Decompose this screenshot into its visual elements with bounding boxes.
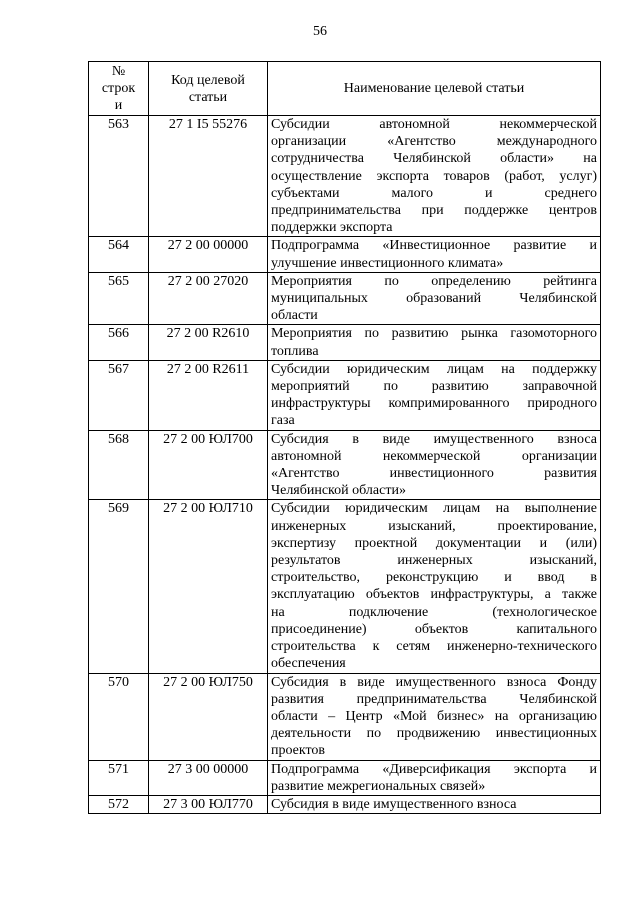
row-number: 570 (89, 673, 149, 760)
header-name: Наименование целевой статьи (268, 62, 601, 116)
header-number-line: № (111, 64, 126, 79)
table-row (89, 673, 601, 760)
row-number: 569 (89, 500, 149, 673)
row-name (268, 360, 601, 430)
row-name (268, 430, 601, 500)
header-number-line: и (114, 98, 123, 113)
row-name (268, 760, 601, 795)
row-code: 27 3 00 00000 (149, 760, 268, 795)
table-row (89, 430, 601, 500)
table-body (89, 116, 601, 814)
table-row (89, 116, 601, 237)
row-number: 564 (89, 237, 149, 272)
header-code (149, 62, 268, 116)
row-name-line: результатов инженерных изысканий, (271, 553, 597, 569)
row-name-line: области – Центр «Мой бизнес» на организацию (271, 708, 597, 724)
row-code: 27 2 00 R2610 (149, 325, 268, 360)
row-code: 27 2 00 ЮЛ710 (149, 500, 268, 673)
table-row (89, 272, 601, 325)
row-name-line: строительства к сетям инженерно-технического (271, 639, 597, 655)
header-number-line: строк (101, 81, 136, 96)
row-code: 27 1 I5 55276 (149, 116, 268, 237)
row-name (268, 795, 601, 813)
table-row (89, 325, 601, 360)
row-code: 27 3 00 ЮЛ770 (149, 795, 268, 813)
row-name-line: развития предпринимательства Челябинской (271, 691, 597, 707)
row-name-line: мероприятий по развитию заправочной (271, 379, 597, 395)
row-code: 27 2 00 ЮЛ750 (149, 673, 268, 760)
table-row (89, 795, 601, 813)
row-name (268, 325, 601, 360)
row-name-line: экспертизу проектной документации и (или) (271, 535, 597, 551)
row-number: 571 (89, 760, 149, 795)
row-name-line: Челябинской области» (271, 483, 406, 499)
row-number: 568 (89, 430, 149, 500)
row-name-line: организации «Агентство международного (271, 134, 597, 150)
row-name-line: Субсидия в виде имущественного взноса (271, 431, 597, 447)
table-row (89, 360, 601, 430)
table-row (89, 760, 601, 795)
table-row (89, 237, 601, 272)
table-header (89, 62, 601, 116)
row-name (268, 272, 601, 325)
row-name-line: деятельности по продвижению инвестиционных (271, 726, 597, 742)
row-name-line: сотрудничества Челябинской области» на (271, 151, 597, 167)
row-name-line: Мероприятия по развитию рынка газомоторного (271, 326, 597, 342)
row-name-line: на подключение (технологическое (271, 604, 597, 620)
row-name-line: Мероприятия по определению рейтинга (271, 273, 597, 289)
row-name-line: обеспечения (271, 656, 346, 672)
row-name-line: эксплуатацию объектов инфраструктуры, а также (271, 587, 597, 603)
row-code: 27 2 00 R2611 (149, 360, 268, 430)
row-name-line: топлива (271, 343, 319, 359)
row-name (268, 116, 601, 237)
row-name (268, 500, 601, 673)
row-name-line: газа (271, 413, 295, 429)
row-name-line: инфраструктуры компримированного природного (271, 396, 597, 412)
row-name-line: муниципальных образований Челябинской (271, 291, 597, 307)
row-name-line: автономной некоммерческой организации (271, 448, 597, 464)
header-row (89, 62, 601, 116)
row-name-line: проектов (271, 743, 326, 759)
row-name-line: «Агентство инвестиционного развития (271, 466, 597, 482)
row-name (268, 673, 601, 760)
row-name-line: субъектами малого и среднего (271, 185, 597, 201)
row-name-line: улучшение инвестиционного климата» (271, 255, 504, 271)
row-name-line: Подпрограмма «Диверсификация экспорта и (271, 761, 597, 777)
row-name-line: области (271, 308, 318, 324)
row-name-line: развитие межрегиональных связей» (271, 778, 486, 794)
row-name-line: осуществление экспорта товаров (работ, услуг) (271, 168, 597, 184)
header-code-line: Код целевой (171, 72, 245, 88)
row-name (268, 237, 601, 272)
row-name-line: Подпрограмма «Инвестиционное развитие и (271, 238, 597, 254)
row-number: 572 (89, 795, 149, 813)
row-code: 27 2 00 27020 (149, 272, 268, 325)
row-name-line: предпринимательства при поддержке центров (271, 203, 597, 219)
row-name-line: Субсидии юридическим лицам на поддержку (271, 361, 597, 377)
page-number: 56 (313, 24, 327, 39)
row-name-line: присоединение) объектов капитального (271, 621, 597, 637)
header-code-line: статьи (188, 89, 228, 105)
row-name-line: поддержки экспорта (271, 220, 393, 236)
row-number: 563 (89, 116, 149, 237)
row-code: 27 2 00 ЮЛ700 (149, 430, 268, 500)
header-number (89, 62, 149, 116)
row-name-line: Субсидия в виде имущественного взноса (271, 796, 517, 812)
row-name-line: инженерных изысканий, проектирование, (271, 518, 597, 534)
row-name-line: Субсидии юридическим лицам на выполнение (271, 501, 597, 517)
row-name-line: Субсидии автономной некоммерческой (271, 117, 597, 132)
row-number: 566 (89, 325, 149, 360)
row-name-line: строительство, реконструкцию и ввод в (271, 570, 597, 586)
row-number: 565 (89, 272, 149, 325)
row-number: 567 (89, 360, 149, 430)
table-row (89, 500, 601, 673)
row-name-line: Субсидия в виде имущественного взноса Фонду (271, 674, 597, 690)
row-code: 27 2 00 00000 (149, 237, 268, 272)
budget-table (88, 61, 601, 814)
